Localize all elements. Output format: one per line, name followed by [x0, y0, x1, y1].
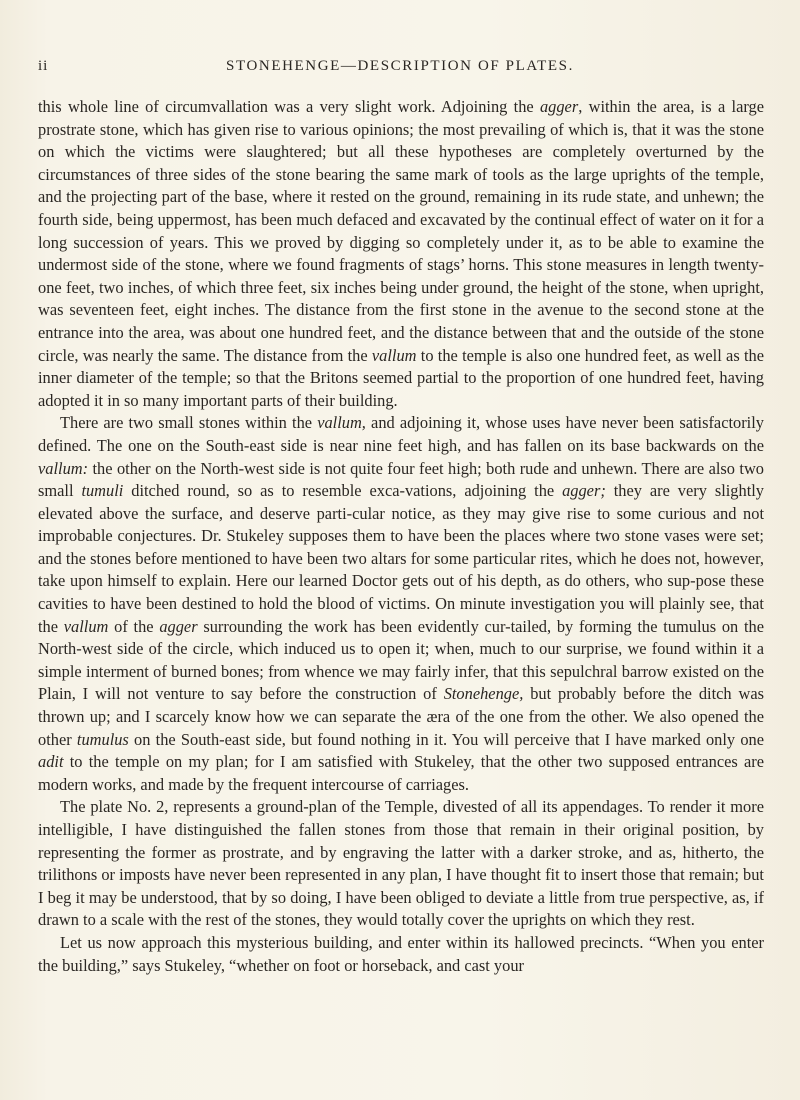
italic-term: agger; [562, 481, 606, 501]
paragraph [38, 932, 764, 977]
paragraph [38, 796, 764, 932]
page-header [38, 58, 762, 82]
text-run: Let us now approach this mysterious building, and enter within its hallowed precincts. “When you enter the building,” says Stukeley, “whether on foot or horseback, and cast your [38, 932, 764, 975]
italic-term: agger [539, 97, 579, 116]
text-run: on the South-east side, but found nothing in it. You will perceive that I have marked only one [128, 729, 765, 749]
italic-term: tumuli [81, 481, 124, 501]
text-run: to the temple is also one hundred feet, as well as the inner diameter of the temple; so that the Britons seemed partial to the proportion of one hundred feet, having adopted it in so many important parts of their building. [38, 345, 764, 410]
paragraph [38, 412, 764, 796]
page-number: ii [38, 58, 49, 74]
text-run: the other on the North-west side is not quite four feet high; both rude and unhewn. There are also two small [38, 458, 764, 501]
text-run: but probably before the ditch was thrown up; and I scarcely know how we can separate the æra of the one from the other. We also opened the other [38, 684, 764, 749]
text-run: they are very slightly elevated above the surface, and deserve parti-cular notice, as they may give rise to some curious and not improbable conjectures. Dr. Stukeley supposes them to have been the places where two stone vases were set; and the stones before mentioned to have been two altars for some particular rites, which he does not, however, take upon himself to explain. Here our learned Doctor gets out of his depth, as do others, who sup-pose these cavities to have been destined to hold the blood of victims. On minute investigation you will plainly see, that the [38, 481, 765, 636]
text-run: to the temple on my plan; for I am satisfied with Stukeley, that the other two supposed entrances are modern works, and made by the frequent intercourse of carriages. [38, 752, 764, 794]
text-run: There are two small stones within the [60, 413, 318, 433]
italic-term: vallum [371, 345, 417, 365]
italic-term: vallum, [317, 413, 366, 433]
italic-term: agger [159, 616, 198, 636]
italic-term: tumulus [76, 729, 129, 749]
italic-term: Stonehenge, [443, 684, 524, 704]
text-run: of the [108, 616, 160, 636]
paragraph [38, 96, 764, 412]
italic-term: adit [38, 752, 64, 772]
text-run: , within the area, is a large prostrate stone, which has given rise to various opinions; the most prevailing of which is, that it was the stone on which the victims were slaughtered; but all these hypotheses are completely overturned by the circumstances of three sides of the stone bearing the same mark of tools as the large uprights of the temple, and the projecting part of the base, where it rested on the ground, remaining in its rude state, and unhewn; the fourth side, being uppermost, has been much defaced and excavated by the continual effect of water on it for a long succession of years. This we proved by digging so completely under it, as to be able to examine the undermost side of the stone, where we found fragments of stags’ horns. This stone measures in length twenty-one feet, two inches, of which three feet, six inches being under ground, the height of the stone, when upright, was seventeen feet, eight inches. The distance from the first stone in the avenue to the second stone at the entrance into the area, was about one hundred feet, and the distance between that and the outside of the stone circle, was nearly the same. The distance from the [38, 97, 764, 365]
text-run: surrounding the work has been evidently cur-tailed, by forming the tumulus on the North-west side of the circle, which induced us to open it; when, much to our surprise, we found within it a simple interment of burned bones; from whence we may fairly infer, that this sepulchral barrow existed on the Plain, I will not venture to say before the construction of [38, 616, 764, 704]
italic-term: vallum [63, 616, 109, 636]
italic-term: vallum: [38, 458, 89, 478]
body-text [38, 96, 764, 977]
text-run: and adjoining it, whose uses have never been satisfactorily defined. The one on the South-east side is near nine feet high, and has fallen on its base backwards on the [38, 413, 764, 455]
text-run: this whole line of circumvallation was a very slight work. Adjoining the [38, 97, 540, 116]
text-run: ditched round, so as to resemble exca-vations, adjoining the [123, 481, 563, 501]
text-run: The plate No. 2, represents a ground-plan of the Temple, divested of all its appendages. To render it more intelligible, I have distinguished the fallen stones from those that remain in their original position, by representing the former as prostrate, and by engraving the latter with a darker stroke, and as, hitherto, the trilithons or imposts have never been represented in any plan, I have thought fit to insert those that remain; but I beg it may be understood, that by so doing, I have been obliged to deviate a little from true perspective, as, if drawn to a scale with the rest of the stones, they would totally cover the uprights on which they rest. [38, 797, 764, 930]
running-head: STONEHENGE—DESCRIPTION OF PLATES. [226, 58, 574, 74]
